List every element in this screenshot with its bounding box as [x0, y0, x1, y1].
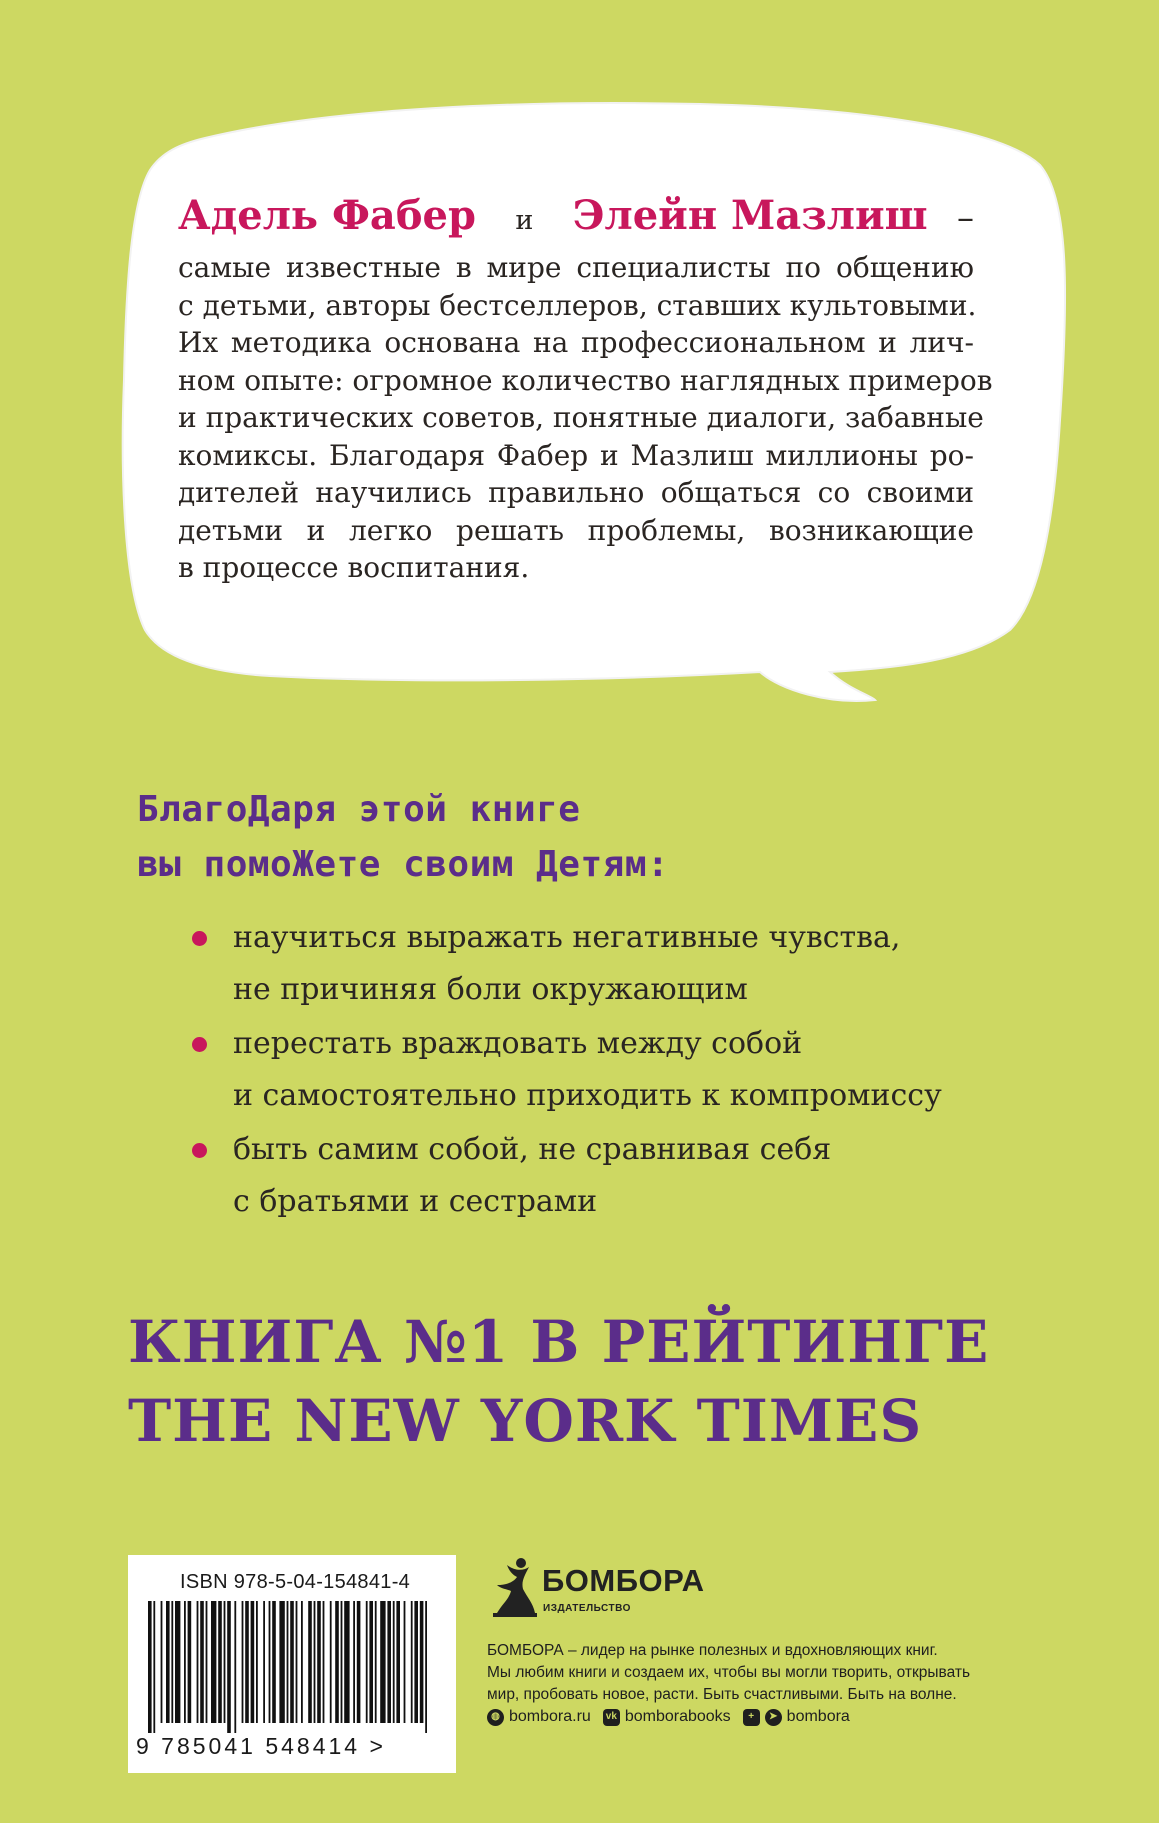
barcode-panel	[128, 1555, 456, 1773]
benefits-list	[186, 912, 1046, 1230]
bestseller-banner	[128, 1303, 989, 1461]
benefit-text: перестать враждовать между собой	[233, 1026, 803, 1061]
benefits-heading	[137, 782, 669, 892]
benefits-heading-line: вы помоЖете своим Детям:	[137, 844, 670, 885]
benefits-heading-line: БлагоДаря этой книге	[137, 789, 581, 830]
benefit-item	[186, 912, 1046, 1016]
bestseller-line: КНИГА №1 В РЕЙТИНГЕ	[128, 1308, 990, 1376]
publisher-about	[487, 1640, 1047, 1706]
publisher-name: БОМБОРА	[542, 1563, 705, 1598]
author-name-mazlish: Элейн Мазлиш	[572, 192, 928, 239]
publisher-about-line: мир, пробовать новое, расти. Быть счастливыми. Быть на волне.	[487, 1686, 957, 1703]
conjunction: и	[515, 205, 534, 236]
benefit-text: с братьями и сестрами	[233, 1184, 598, 1219]
messenger-icon: +	[743, 1709, 760, 1726]
authors-line	[178, 190, 974, 247]
publisher-subtitle: ИЗДАТЕЛЬСТВО	[543, 1603, 631, 1614]
intro-line: самые известные в мире специалисты по общению	[178, 251, 974, 284]
telegram-icon: ➤	[765, 1709, 782, 1726]
benefit-text: и самостоятельно приходить к компромиссу	[233, 1078, 942, 1113]
social-vk[interactable]	[603, 1708, 731, 1726]
intro-line: с детьми, авторы бестселлеров, ставших культовыми.	[178, 288, 977, 322]
telegram-link[interactable]: bombora	[786, 1708, 850, 1725]
site-link[interactable]: bombora.ru	[509, 1708, 591, 1725]
intro-line: дителей научились правильно общаться со своими	[178, 476, 974, 509]
benefit-item	[186, 1018, 1046, 1122]
globe-icon: ◍	[487, 1709, 504, 1726]
publisher-socials	[487, 1708, 850, 1726]
isbn-number: ISBN 978-5-04-154841-4	[180, 1571, 411, 1593]
vk-link[interactable]: bomborabooks	[624, 1708, 731, 1725]
vk-icon: vk	[603, 1709, 620, 1726]
barcode-digits: 9 785041 548414 >	[136, 1733, 386, 1759]
dash: –	[956, 198, 974, 238]
publisher-about-line: Мы любим книги и создаем их, чтобы вы могли творить, открывать	[487, 1664, 971, 1681]
bullet-icon	[192, 1037, 207, 1052]
social-site[interactable]	[487, 1708, 591, 1726]
intro-line: и практических советов, понятные диалоги, забавные	[178, 401, 984, 434]
intro-line: детьми и легко решать проблемы, возникающие	[178, 513, 974, 547]
intro-line: комиксы. Благодаря Фабер и Мазлиш миллионы ро-	[178, 438, 974, 472]
bestseller-line: THE NEW YORK TIMES	[128, 1387, 923, 1455]
author-intro	[178, 190, 993, 587]
benefit-text: не причиняя боли окружающим	[233, 972, 748, 1007]
intro-line: Их методика основана на профессиональном и лич-	[178, 326, 974, 359]
social-messengers[interactable]	[743, 1708, 850, 1726]
benefit-item	[186, 1124, 1046, 1228]
bullet-icon	[192, 1143, 207, 1158]
bullet-icon	[192, 931, 207, 946]
intro-line: в процессе воспитания.	[178, 551, 530, 584]
benefit-text: быть самим собой, не сравнивая себя	[233, 1132, 832, 1167]
barcode-image	[140, 1601, 445, 1733]
benefit-text: научиться выражать негативные чувства,	[233, 920, 901, 955]
bombora-logo-icon	[487, 1555, 539, 1619]
publisher-about-line: БОМБОРА – лидер на рынке полезных и вдохновляющих книг.	[487, 1642, 938, 1659]
author-name-faber: Адель Фабер	[178, 192, 476, 239]
intro-line: ном опыте: огромное количество наглядных примеров	[178, 363, 993, 397]
